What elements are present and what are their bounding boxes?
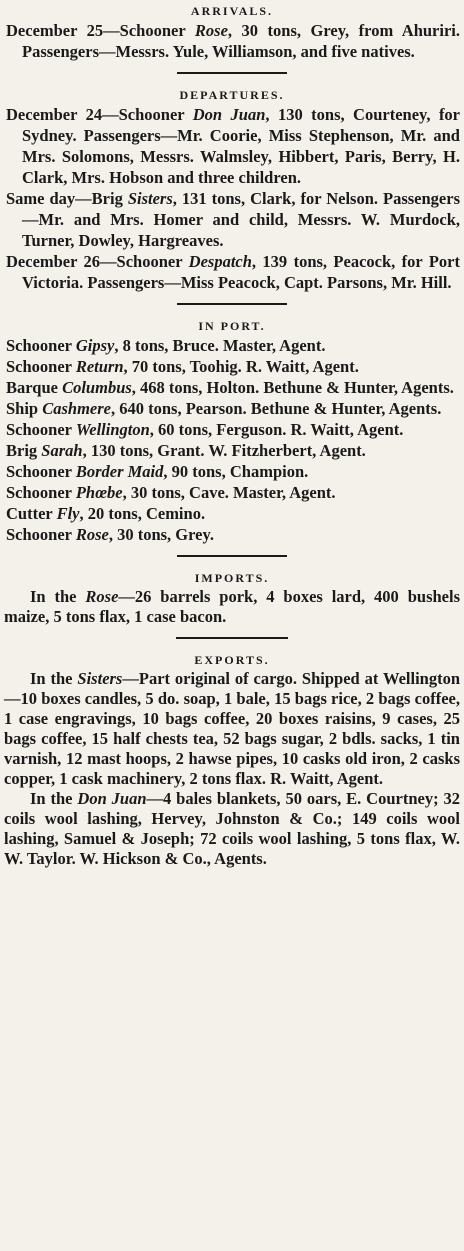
departure-entry bbox=[4, 251, 460, 293]
departures-section bbox=[4, 84, 460, 293]
ship-name: Rose bbox=[85, 587, 119, 606]
exports-heading: EXPORTS. bbox=[194, 653, 270, 667]
in-port-entry bbox=[4, 482, 460, 503]
ship-name: Despatch bbox=[188, 252, 252, 271]
departure-entry bbox=[4, 188, 460, 251]
entry-text: December 26—Schooner bbox=[6, 252, 189, 271]
entry-text: , 8 tons, Bruce. Master, Agent. bbox=[114, 336, 326, 355]
ship-name: Cashmere bbox=[42, 399, 112, 418]
entry-text: Schooner bbox=[6, 525, 76, 544]
arrivals-heading: ARRIVALS. bbox=[190, 4, 274, 18]
entry-text: Brig bbox=[6, 441, 42, 460]
entry-text: In the bbox=[30, 669, 78, 688]
section-divider bbox=[177, 72, 287, 74]
entry-text: , 130 tons, Courteney, for Sydney. Passengers—Mr. Coorie, Miss Stephenson, Mr. and Mrs. Solomons, Messrs. Walmsley, Hibbert, Paris, Berry, H. Clark, Mrs. Hobson and three children. bbox=[22, 105, 461, 187]
ship-name: Gipsy bbox=[75, 336, 115, 355]
arrival-entry bbox=[4, 20, 460, 62]
ship-name: Rose bbox=[194, 21, 228, 40]
entry-text: , 130 tons, Grant. W. Fitzherbert, Agent. bbox=[82, 441, 366, 460]
import-paragraph bbox=[4, 587, 460, 627]
entry-text: Schooner bbox=[6, 483, 76, 502]
entry-text: , 131 tons, Clark, for Nelson. Passengers—Mr. and Mrs. Homer and child, Messrs. W. Murdock, Turner, Dowley, Hargreaves. bbox=[22, 189, 460, 250]
ship-name: Don Juan bbox=[192, 105, 266, 124]
entry-text: , 90 tons, Champion. bbox=[163, 462, 309, 481]
entry-text: , 30 tons, Grey, from Ahuriri. Passengers—Messrs. Yule, Williamson, and five natives. bbox=[22, 21, 460, 61]
entry-text: Cutter bbox=[6, 504, 57, 523]
entry-text: , 640 tons, Pearson. Bethune & Hunter, Agents. bbox=[111, 399, 442, 418]
imports-heading: IMPORTS. bbox=[194, 571, 270, 585]
entry-text: Schooner bbox=[6, 420, 76, 439]
in-port-section bbox=[4, 315, 460, 545]
in-port-entry bbox=[4, 524, 460, 545]
entry-text: , 70 tons, Toohig. R. Waitt, Agent. bbox=[123, 357, 359, 376]
ship-name: Return bbox=[75, 357, 124, 376]
section-divider bbox=[177, 303, 287, 305]
departures-heading: DEPARTURES. bbox=[179, 88, 285, 102]
entry-text: , 468 tons, Holton. Bethune & Hunter, Agents. bbox=[131, 378, 454, 397]
entry-text: December 24—Schooner bbox=[6, 105, 193, 124]
in-port-entry bbox=[4, 503, 460, 524]
entry-text: , 30 tons, Cave. Master, Agent. bbox=[122, 483, 336, 502]
entry-text: Barque bbox=[6, 378, 63, 397]
entry-text: December 25—Schooner bbox=[6, 21, 195, 40]
ship-name: Border Maid bbox=[75, 462, 164, 481]
entry-text: Schooner bbox=[6, 462, 76, 481]
in-port-entry bbox=[4, 335, 460, 356]
in-port-entry bbox=[4, 419, 460, 440]
section-divider bbox=[177, 555, 287, 557]
ship-name: Fly bbox=[56, 504, 80, 523]
entry-text: —4 bales blankets, 50 oars, E. Courtney; 32 coils wool lashing, Hervey, Johnston & Co.; 149 coils wool lashing, Samuel & Joseph; 72 coils wool lashing, 5 tons flax, W. W. Taylor. W. Hickson & Co., Agents. bbox=[4, 789, 460, 868]
entry-text: Ship bbox=[6, 399, 43, 418]
entry-text: , 30 tons, Grey. bbox=[108, 525, 214, 544]
departure-entry bbox=[4, 104, 460, 188]
ship-name: Phœbe bbox=[75, 483, 123, 502]
ship-name: Rose bbox=[75, 525, 109, 544]
in-port-entry bbox=[4, 461, 460, 482]
ship-name: Sisters bbox=[77, 669, 123, 688]
ship-name: Sarah bbox=[41, 441, 83, 460]
in-port-heading: IN PORT. bbox=[198, 319, 266, 333]
exports-section bbox=[4, 649, 460, 869]
export-paragraph bbox=[4, 789, 460, 869]
in-port-entry bbox=[4, 356, 460, 377]
entry-text: In the bbox=[30, 587, 86, 606]
in-port-entry bbox=[4, 440, 460, 461]
entry-text: Same day—Brig bbox=[6, 189, 128, 208]
entry-text: —26 barrels pork, 4 boxes lard, 400 bushels maize, 5 tons flax, 1 case bacon. bbox=[4, 587, 460, 626]
export-paragraph bbox=[4, 669, 460, 789]
section-divider bbox=[176, 637, 288, 639]
in-port-entry bbox=[4, 377, 460, 398]
arrivals-section bbox=[4, 0, 460, 62]
imports-section bbox=[4, 567, 460, 627]
ship-name: Sisters bbox=[127, 189, 173, 208]
ship-name: Don Juan bbox=[77, 789, 147, 808]
in-port-entry bbox=[4, 398, 460, 419]
entry-text: Schooner bbox=[6, 336, 76, 355]
ship-name: Columbus bbox=[62, 378, 132, 397]
entry-text: , 139 tons, Peacock, for Port Victoria. Passengers—Miss Peacock, Capt. Parsons, Mr. Hill. bbox=[22, 252, 460, 292]
entry-text: Schooner bbox=[6, 357, 76, 376]
entry-text: In the bbox=[30, 789, 78, 808]
ship-name: Wellington bbox=[75, 420, 150, 439]
entry-text: , 60 tons, Ferguson. R. Waitt, Agent. bbox=[149, 420, 404, 439]
entry-text: —Part original of cargo. Shipped at Wellington—10 boxes candles, 5 do. soap, 1 bale, 15 bags rice, 2 bags coffee, 1 case engravings, 10 bags coffee, 20 boxes raisins, 9 cases, 25 bags coffee, 15 half chests tea, 52 bags sugar, 2 bdls. sacks, 1 tin varnish, 12 mast hoops, 2 hawse pipes, 10 casks old iron, 2 casks copper, 1 cask machinery, 2 tons flax. R. Waitt, Agent. bbox=[4, 669, 460, 788]
entry-text: , 20 tons, Cemino. bbox=[79, 504, 206, 523]
